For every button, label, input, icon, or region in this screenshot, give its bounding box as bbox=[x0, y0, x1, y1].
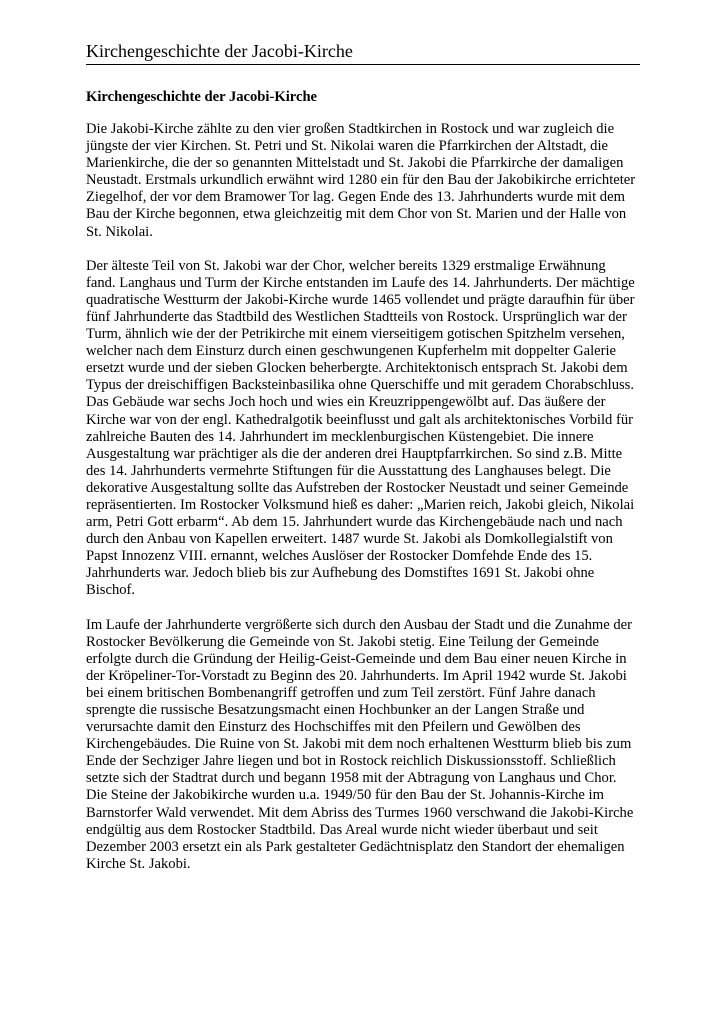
text-line: fand. Langhaus und Turm der Kirche entstanden im Laufe des 14. Jahrhunderts. Der mächtige bbox=[86, 274, 635, 291]
text-line: Neustadt. Erstmals urkundlich erwähnt wird 1280 ein für den Bau der Jakobikirche errichteter bbox=[86, 172, 636, 189]
text-line: Kirche St. Jakobi. bbox=[86, 855, 191, 872]
text-line: zahlreiche Bauten des 14. Jahrhundert im mecklenburgischen Küstengebiet. Die innere bbox=[86, 428, 594, 445]
paragraph bbox=[86, 617, 646, 873]
text-line: bei einem britischen Bombenangriff getroffen und zum Teil zerstört. Fünf Jahre danach bbox=[86, 684, 596, 701]
text-line: verursachte damit den Einsturz des Hochschiffes mit den Pfeilern und Gewölben des bbox=[86, 719, 581, 736]
text-line: Dezember 2003 ersetzt ein als Park gestalteter Gedächtnisplatz den Standort der ehemaligen bbox=[86, 838, 625, 855]
text-line: Kirchengebäudes. Die Ruine von St. Jakobi mit dem noch erhaltenen Westturm blieb bis zum bbox=[86, 736, 632, 753]
text-line: Die Steine der Jakobikirche wurden u.a. 1949/50 für den Bau der St. Johannis-Kirche im bbox=[86, 787, 604, 804]
text-line: Im Laufe der Jahrhunderte vergrößerte sich durch den Ausbau der Stadt und die Zunahme der bbox=[86, 616, 632, 633]
text-line: durch den Anbau von Kapellen erweitert. 1487 wurde St. Jakobi als Domkollegialstift von bbox=[86, 531, 613, 548]
text-line: Turm, ähnlich wie der der Petrikirche mit einem vierseitigem gotischen Spitzhelm versehen, bbox=[86, 326, 625, 343]
text-line: jüngste der vier Kirchen. St. Petri und St. Nikolai waren die Pfarrkirchen der Altstadt, die bbox=[86, 138, 609, 155]
text-line: Das Gebäude war sechs Joch hoch und wies ein Kreuzrippengewölbt auf. Das äußere der bbox=[86, 394, 606, 411]
text-line: Bau der Kirche begonnen, etwa gleichzeitig mit dem Chor von St. Marien und der Halle von bbox=[86, 206, 627, 223]
text-line: St. Nikolai. bbox=[86, 223, 153, 240]
text-line: Ausgestaltung war prächtiger als die der anderen drei Hauptpfarrkirchen. So sind z.B. Mitte bbox=[86, 445, 623, 462]
text-line: repräsentierten. Im Rostocker Volksmund hieß es daher: „Marien reich, Jakobi gleich, Nikolai bbox=[86, 496, 635, 513]
text-line: ersetzt wurde und der sieben Glocken beherbergte. Architektonisch entsprach St. Jakobi dem bbox=[86, 360, 628, 377]
text-line: dekorative Ausgestaltung sollte das Aufstreben der Rostocker Neustadt und seiner Gemeinde bbox=[86, 479, 629, 496]
text-line: welcher nach dem Einsturz durch einen geschwungenen Kupferhelm mit doppelter Galerie bbox=[86, 343, 617, 360]
text-line: des 14. Jahrhunderts vermehrte Stiftungen für die Ausstattung des Langhauses belegt. Die bbox=[86, 462, 611, 479]
text-line: Rostocker Bevölkerung die Gemeinde von St. Jakobi stetig. Eine Teilung der Gemeinde bbox=[86, 633, 600, 650]
text-line: sprengte die russische Besatzungsmacht einen Hochbunker an der Langen Straße und bbox=[86, 702, 585, 718]
document-body bbox=[86, 88, 646, 890]
text-line: Typus der dreischiffigen Backsteinbasilika ohne Querschiffe und mit geradem Chorabschluss. bbox=[86, 377, 634, 394]
text-line: arm, Petri Gott erbarm“. Ab dem 15. Jahrhundert wurde das Kirchengebäude nach und nach bbox=[86, 514, 623, 531]
running-header: Kirchengeschichte der Jacobi-Kirche bbox=[86, 40, 640, 65]
text-line: erfolgte durch die Gründung der Heilig-Geist-Gemeinde und dem Bau einer neuen Kirche in bbox=[86, 650, 627, 667]
text-line: quadratische Westturm der Jakobi-Kirche wurde 1465 vollendet und prägte daraufhin für über bbox=[86, 291, 635, 308]
paragraph bbox=[86, 121, 646, 241]
text-line: setzte sich der Stadtrat durch und begann 1958 mit der Abtragung von Langhaus und Chor. bbox=[86, 770, 617, 787]
text-line: Papst Innozenz VIII. ernannt, welches Auslöser der Rostocker Domfehde Ende des 15. bbox=[86, 548, 593, 565]
text-line: Ende der Sechziger Jahre liegen und bot in Rostock reichlich Diskussionsstoff. Schließlich bbox=[86, 753, 616, 770]
text-line: Ziegelhof, der vor dem Bramower Tor lag. Gegen Ende des 13. Jahrhunderts wurde mit dem bbox=[86, 189, 625, 206]
text-line: fünf Jahrhunderte das Stadtbild des Westlichen Stadtteils von Rostock. Ursprünglich war der bbox=[86, 308, 627, 325]
paragraph-list bbox=[86, 121, 646, 873]
text-line: Die Jakobi-Kirche zählte zu den vier großen Stadtkirchen in Rostock und war zugleich die bbox=[86, 121, 615, 137]
text-line: der Kröpeliner-Tor-Vorstadt zu Beginn des 20. Jahrhunderts. Im April 1942 wurde St. Jakobi bbox=[86, 667, 627, 684]
text-line: Marienkirche, die der so genannten Mittelstadt und St. Jakobi die Pfarrkirche der damaligen bbox=[86, 155, 624, 172]
text-line: Barnstorfer Wald verwendet. Mit dem Abriss des Turmes 1960 verschwand die Jakobi-Kirche bbox=[86, 804, 634, 821]
text-line: Jahrhunderts war. Jedoch blieb bis zur Aufhebung des Domstiftes 1691 St. Jakobi ohne bbox=[86, 565, 595, 582]
document-title: Kirchengeschichte der Jacobi-Kirche bbox=[86, 89, 318, 105]
text-line: Kirche war von der engl. Kathedralgotik beeinflusst und galt als architektonisches Vorbild für bbox=[86, 411, 633, 428]
paragraph bbox=[86, 258, 646, 600]
text-line: Der älteste Teil von St. Jakobi war der Chor, welcher bereits 1329 erstmalige Erwähnung bbox=[86, 257, 606, 274]
text-line: endgültig aus dem Rostocker Stadtbild. Das Areal wurde nicht wieder überbaut und seit bbox=[86, 821, 598, 838]
text-line: Bischof. bbox=[86, 582, 136, 599]
